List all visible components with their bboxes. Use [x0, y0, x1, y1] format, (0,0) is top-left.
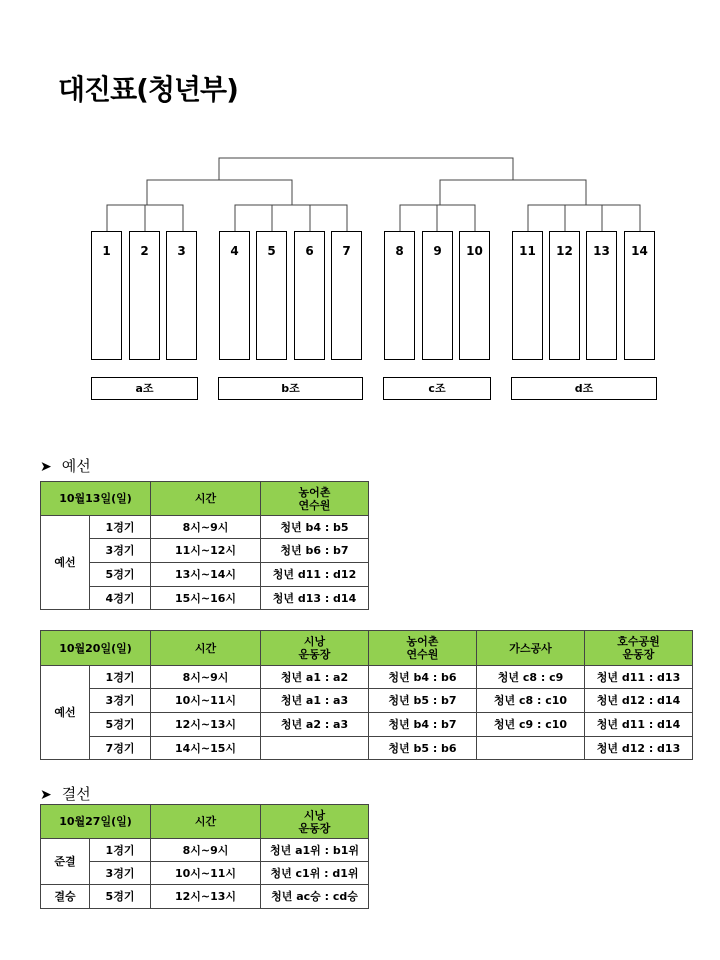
bracket-line-semi-right [440, 180, 586, 205]
team-box: 8 [384, 231, 415, 360]
team-box: 14 [624, 231, 655, 360]
team-box: 13 [586, 231, 617, 360]
team-box: 6 [294, 231, 325, 360]
time-cell: 13시~14시 [151, 563, 261, 587]
time-cell: 15시~16시 [151, 587, 261, 610]
team-box: 5 [256, 231, 287, 360]
game-cell: 5경기 [90, 563, 151, 587]
final-heading [40, 783, 91, 804]
group-label-d: d조 [511, 377, 657, 400]
game-cell: 5경기 [90, 885, 151, 909]
arrow-icon: ➤ [40, 459, 52, 475]
group-label-c: c조 [383, 377, 491, 400]
game-cell: 1경기 [90, 666, 151, 689]
prelim-table-oct20 [40, 630, 693, 760]
match-cell [261, 737, 369, 760]
table-header-date: 10월13일(일) [41, 482, 151, 516]
bracket-line-d [528, 205, 640, 231]
game-cell: 1경기 [90, 516, 151, 539]
team-box: 7 [331, 231, 362, 360]
table-header-venue: 농어촌 연수원 [369, 631, 477, 666]
match-cell: 청년 d13 : d14 [261, 587, 369, 610]
match-cell: 청년 c9 : c10 [477, 713, 585, 737]
game-cell: 3경기 [90, 539, 151, 563]
table-header-time: 시간 [151, 805, 261, 839]
page-title: 대진표(청년부) [58, 73, 238, 106]
team-box: 4 [219, 231, 250, 360]
match-cell: 청년 b5 : b7 [369, 689, 477, 713]
match-cell: 청년 c1위 : d1위 [261, 862, 369, 885]
table-header-date: 10월27일(일) [41, 805, 151, 839]
team-box: 9 [422, 231, 453, 360]
bracket-line-final [219, 158, 513, 180]
group-label-a: a조 [91, 377, 198, 400]
match-cell: 청년 c8 : c10 [477, 689, 585, 713]
match-cell: 청년 b6 : b7 [261, 539, 369, 563]
game-cell: 3경기 [90, 689, 151, 713]
match-cell: 청년 a1 : a3 [261, 689, 369, 713]
time-cell: 14시~15시 [151, 737, 261, 760]
match-cell: 청년 d11 : d12 [261, 563, 369, 587]
match-cell: 청년 a2 : a3 [261, 713, 369, 737]
prelim-table-oct13 [40, 481, 369, 610]
match-cell: 청년 d12 : d13 [585, 737, 693, 760]
time-cell: 10시~11시 [151, 689, 261, 713]
game-cell: 1경기 [90, 839, 151, 862]
table-header-venue: 시낭 운동장 [261, 631, 369, 666]
time-cell: 12시~13시 [151, 713, 261, 737]
game-cell: 5경기 [90, 713, 151, 737]
final-table-oct27 [40, 804, 369, 909]
table-header-time: 시간 [151, 631, 261, 666]
bracket-line-semi-left [147, 180, 292, 205]
match-cell: 청년 b4 : b7 [369, 713, 477, 737]
group-label-b: b조 [218, 377, 363, 400]
bracket-line-c [400, 205, 475, 231]
bracket-line-a [107, 205, 183, 231]
match-cell: 청년 a1 : a2 [261, 666, 369, 689]
arrow-icon: ➤ [40, 787, 52, 803]
team-box: 12 [549, 231, 580, 360]
match-cell: 청년 b4 : b5 [261, 516, 369, 539]
stage-label: 예선 [41, 516, 90, 610]
table-header-venue: 시낭 운동장 [261, 805, 369, 839]
match-cell: 청년 c8 : c9 [477, 666, 585, 689]
game-cell: 4경기 [90, 587, 151, 610]
match-cell: 청년 d12 : d14 [585, 689, 693, 713]
game-cell: 7경기 [90, 737, 151, 760]
match-cell: 청년 d11 : d13 [585, 666, 693, 689]
time-cell: 12시~13시 [151, 885, 261, 909]
time-cell: 10시~11시 [151, 862, 261, 885]
prelim-heading [40, 455, 91, 476]
tournament-bracket-lines [0, 0, 720, 240]
team-box: 2 [129, 231, 160, 360]
prelim-heading-text: 예선 [61, 457, 91, 475]
bracket-line-b [235, 205, 347, 231]
table-header-venue: 호수공원 운동장 [585, 631, 693, 666]
team-box: 1 [91, 231, 122, 360]
match-cell: 청년 d11 : d14 [585, 713, 693, 737]
game-cell: 3경기 [90, 862, 151, 885]
match-cell: 청년 a1위 : b1위 [261, 839, 369, 862]
time-cell: 8시~9시 [151, 839, 261, 862]
table-header-venue: 가스공사 [477, 631, 585, 666]
table-header-time: 시간 [151, 482, 261, 516]
match-cell: 청년 b4 : b6 [369, 666, 477, 689]
match-cell [477, 737, 585, 760]
match-cell: 청년 ac승 : cd승 [261, 885, 369, 909]
match-cell: 청년 b5 : b6 [369, 737, 477, 760]
final-heading-text: 결선 [61, 785, 91, 803]
stage-label: 준결 [41, 839, 90, 885]
time-cell: 11시~12시 [151, 539, 261, 563]
stage-label: 예선 [41, 666, 90, 760]
time-cell: 8시~9시 [151, 516, 261, 539]
table-header-date: 10월20일(일) [41, 631, 151, 666]
table-header-venue: 농어촌 연수원 [261, 482, 369, 516]
team-box: 10 [459, 231, 490, 360]
time-cell: 8시~9시 [151, 666, 261, 689]
team-box: 11 [512, 231, 543, 360]
stage-label: 결승 [41, 885, 90, 909]
team-box: 3 [166, 231, 197, 360]
